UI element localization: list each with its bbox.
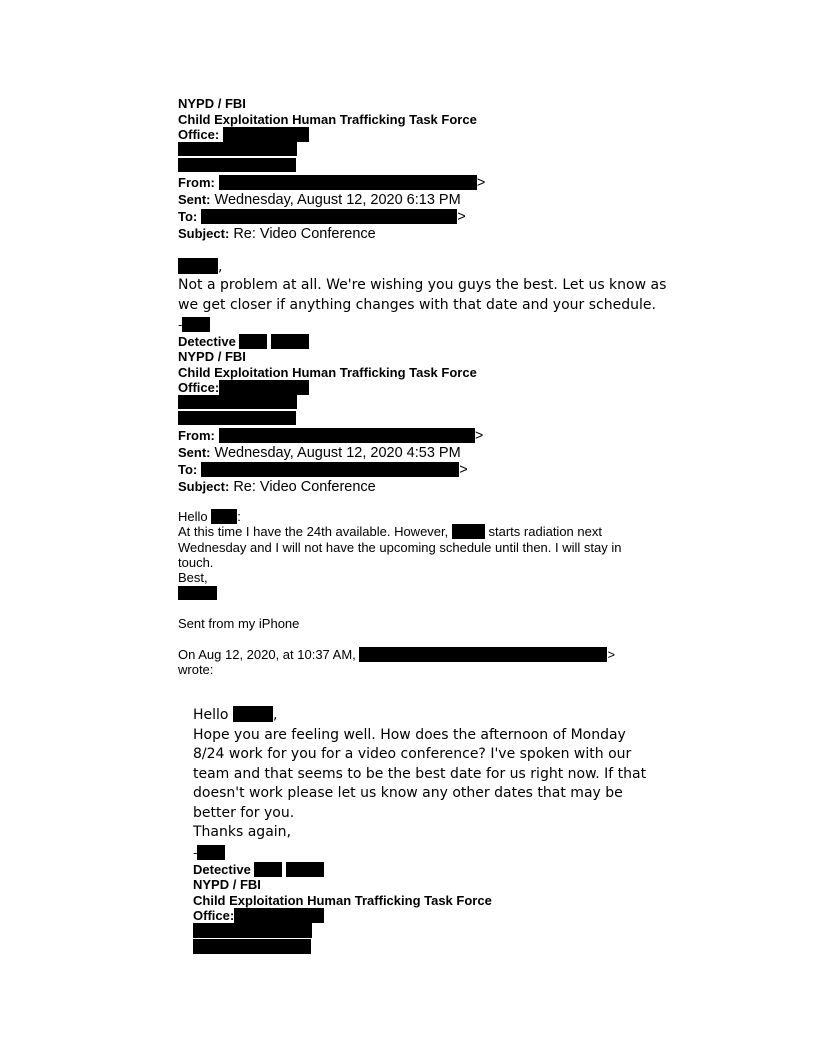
angle-bracket: > <box>459 462 468 478</box>
redaction-block <box>286 862 324 877</box>
sent-value: Wednesday, August 12, 2020 6:13 PM <box>214 192 461 208</box>
greeting-line <box>178 509 241 525</box>
redaction-block <box>178 258 218 274</box>
redaction-block <box>359 647 607 662</box>
detective-line <box>193 862 324 878</box>
office-line <box>193 908 324 924</box>
org-name: NYPD / FBI <box>178 349 246 364</box>
to-line <box>178 461 468 479</box>
subject-label: Subject: <box>178 479 230 494</box>
unit-name: Child Exploitation Human Trafficking Task Force <box>178 112 477 127</box>
subject-value: Re: Video Conference <box>233 479 376 495</box>
angle-bracket: > <box>607 647 616 662</box>
to-label: To: <box>178 209 198 224</box>
sent-line <box>178 191 461 209</box>
sign-off: Best, <box>178 570 208 585</box>
redaction-block <box>219 380 309 395</box>
office-line <box>178 380 309 396</box>
redaction-block <box>201 462 459 477</box>
angle-bracket: > <box>474 428 484 444</box>
redaction-block <box>178 586 217 600</box>
quoted-greeting <box>193 706 277 725</box>
on-date-line <box>178 647 615 663</box>
subject-line <box>178 225 376 243</box>
from-line <box>178 174 485 192</box>
redaction-block <box>178 411 296 425</box>
body-text: starts radiation next <box>488 524 602 539</box>
sent-label: Sent: <box>178 192 211 207</box>
angle-bracket: > <box>476 175 486 191</box>
body-line: touch. <box>178 555 214 570</box>
quoted-line: 8/24 work for you for a video conference? I've spoken with our <box>193 746 632 762</box>
unit-name: Child Exploitation Human Trafficking Task Force <box>193 893 492 908</box>
from-label: From: <box>178 428 215 443</box>
redaction-block <box>178 142 297 156</box>
redaction-block <box>197 845 225 860</box>
subject-value: Re: Video Conference <box>233 226 376 242</box>
dash: - <box>178 317 183 332</box>
redaction-block <box>193 923 312 938</box>
office-line <box>178 127 309 143</box>
detective-line <box>178 334 309 350</box>
org-name: NYPD / FBI <box>193 877 261 892</box>
office-label: Office: <box>193 908 235 923</box>
redaction-block <box>254 862 282 877</box>
to-line <box>178 208 466 226</box>
hello-text: Hello <box>178 509 208 524</box>
redaction-block <box>219 175 477 190</box>
body-text: At this time I have the 24th available. However, <box>178 524 449 539</box>
body-line: Wednesday and I will not have the upcoming schedule until then. I will stay in <box>178 540 622 555</box>
quoted-line: team and that seems to be the best date for us right now. If that <box>193 766 647 782</box>
office-label: Office: <box>178 127 220 142</box>
sig-dash-line <box>193 845 225 861</box>
redaction-block <box>178 395 297 409</box>
redaction-block <box>452 524 485 539</box>
wrote-text: wrote: <box>178 662 214 677</box>
dash: - <box>193 845 198 860</box>
redaction-block <box>178 158 296 172</box>
redaction-block <box>239 334 267 349</box>
sent-label: Sent: <box>178 445 211 460</box>
subject-label: Subject: <box>178 226 230 241</box>
sent-from-iphone: Sent from my iPhone <box>178 616 300 631</box>
from-line <box>178 427 483 445</box>
sig-dash-line <box>178 317 210 333</box>
redaction-block <box>193 939 311 954</box>
sent-value: Wednesday, August 12, 2020 4:53 PM <box>214 445 461 461</box>
body-line: Not a problem at all. We're wishing you guys the best. Let us know as <box>178 277 667 293</box>
to-label: To: <box>178 462 198 477</box>
comma: , <box>218 259 223 275</box>
detective-label: Detective <box>178 334 236 349</box>
body-line <box>178 524 602 540</box>
quoted-line: Hope you are feeling well. How does the afternoon of Monday <box>193 727 626 743</box>
quoted-line: better for you. <box>193 805 295 821</box>
unit-name: Child Exploitation Human Trafficking Task Force <box>178 365 477 380</box>
colon: : <box>237 509 241 524</box>
org-name: NYPD / FBI <box>178 96 246 111</box>
sent-line <box>178 444 461 462</box>
hello-text: Hello <box>193 707 229 723</box>
redaction-block <box>233 706 273 722</box>
comma: , <box>272 707 278 723</box>
redaction-block <box>219 428 475 443</box>
redaction-block <box>182 317 210 332</box>
angle-bracket: > <box>457 209 466 225</box>
redaction-block <box>201 209 457 224</box>
office-label: Office: <box>178 380 220 395</box>
greeting-line <box>178 258 222 277</box>
on-date-text: On Aug 12, 2020, at 10:37 AM, <box>178 647 356 662</box>
redaction-block <box>271 334 309 349</box>
redaction-block <box>211 509 237 524</box>
from-label: From: <box>178 175 215 190</box>
body-line: we get closer if anything changes with that date and your schedule. <box>178 297 656 313</box>
redaction-block <box>223 127 309 142</box>
quoted-line: doesn't work please let us know any other dates that may be <box>193 785 623 801</box>
redaction-block <box>234 908 324 923</box>
detective-label: Detective <box>193 862 251 877</box>
subject-line <box>178 478 376 496</box>
quoted-thanks: Thanks again, <box>193 824 291 840</box>
